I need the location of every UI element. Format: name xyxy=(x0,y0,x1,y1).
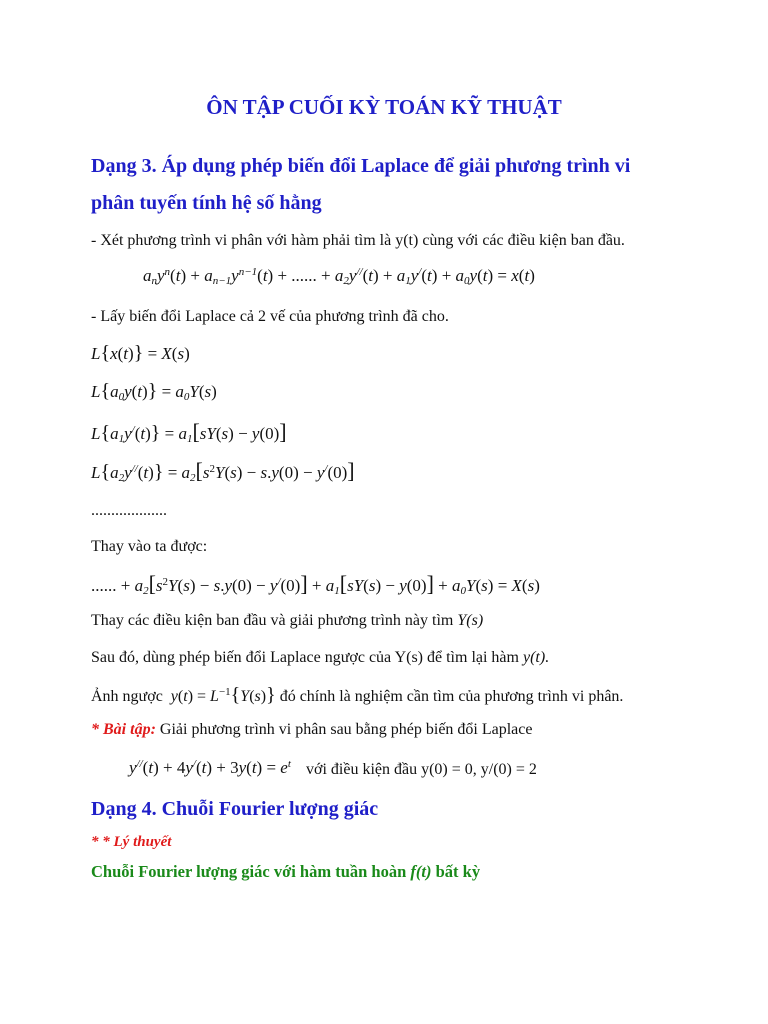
section3-heading-line1: Dạng 3. Áp dụng phép biến đổi Laplace để giải phương trình vi xyxy=(91,155,631,177)
laplace-eq-a2: $L\{a_2y^{//}(t)\} = a_2[s^2Y(s) - s.y(0) - y^/(0)]$ xyxy=(91,458,355,484)
theory-label-text: * Lý thuyết xyxy=(102,834,172,850)
laplace-eq-a1: $L\{a_1y^/(t)\} = a_1[sY(s) - y(0)]$ xyxy=(91,419,287,445)
exercise-text: Giải phương trình vi phân sau bằng phép biến đổi Laplace xyxy=(159,721,533,738)
exercise-condition: với điều kiện đầu y(0) = 0, y/(0) = 2 xyxy=(306,761,537,778)
laplace-eq-a0: $L\{a_0y(t)\} = a_0Y(s)$ xyxy=(91,380,217,403)
section3-heading-line2: phân tuyến tính hệ số hằng xyxy=(91,192,322,214)
laplace-intro-text: - Lấy biến đổi Laplace cả 2 vế của phương trình đã cho. xyxy=(91,308,449,325)
subheading-text-end: bất kỳ xyxy=(435,862,481,881)
substitute-text: Thay vào ta được: xyxy=(91,538,208,555)
inverse-line xyxy=(91,684,623,707)
solve-var: Y(s) xyxy=(457,612,484,629)
subheading-text: Chuỗi Fourier lượng giác với hàm tuần hoàn xyxy=(91,862,407,881)
then-var: y(t). xyxy=(522,649,550,666)
section4-heading: Dạng 4. Chuỗi Fourier lượng giác xyxy=(91,798,379,820)
laplace-eq-x: L{x(t)} = X(s) xyxy=(91,342,190,364)
ode-general-formula: $a_ny^n(t) + a_{n-1}y^{n-1}(t)$ + ...... + $a_2y^{//}(t) + a_1y^/(t) + a_0y(t) = x(t)$ xyxy=(143,266,535,287)
intro-text: - Xét phương trình vi phân với hàm phải tìm là y(t) cùng với các điều kiện ban đầu. xyxy=(91,232,625,249)
exercise-equation: $y^{//}(t) + 4y^/(t) + 3y(t) = e^t$ xyxy=(129,758,291,777)
page-title: ÔN TẬP CUỐI KỲ TOÁN KỸ THUẬT xyxy=(206,95,562,119)
inverse-text: đó chính là nghiệm cần tìm của phương trình vi phân. xyxy=(279,688,624,705)
inverse-label: Ảnh ngược xyxy=(91,688,163,705)
solve-text: Thay các điều kiện ban đầu và giải phương trình này tìm xyxy=(91,612,454,629)
substituted-equation: ...... + $a_2[s^2Y(s) - s.y(0) - y^/(0)] + a_1[sY(s) - y(0)] + a_0Y(s) = X(s)$ xyxy=(91,571,540,597)
theory-label: * * Lý thuyết xyxy=(91,834,172,850)
exercise-line xyxy=(91,721,532,739)
solve-line xyxy=(91,612,483,630)
then-line xyxy=(91,649,549,667)
subheading-var: f(t) xyxy=(410,862,432,881)
exercise-label: * Bài tập: xyxy=(91,721,156,738)
dots: ................... xyxy=(91,502,167,519)
then-text: Sau đó, dùng phép biến đổi Laplace ngược của Y(s) để tìm lại hàm xyxy=(91,649,519,666)
section4-subheading xyxy=(91,862,480,882)
inverse-formula: $y(t) = L^{-1}\{Y(s)\}$ xyxy=(166,684,276,706)
